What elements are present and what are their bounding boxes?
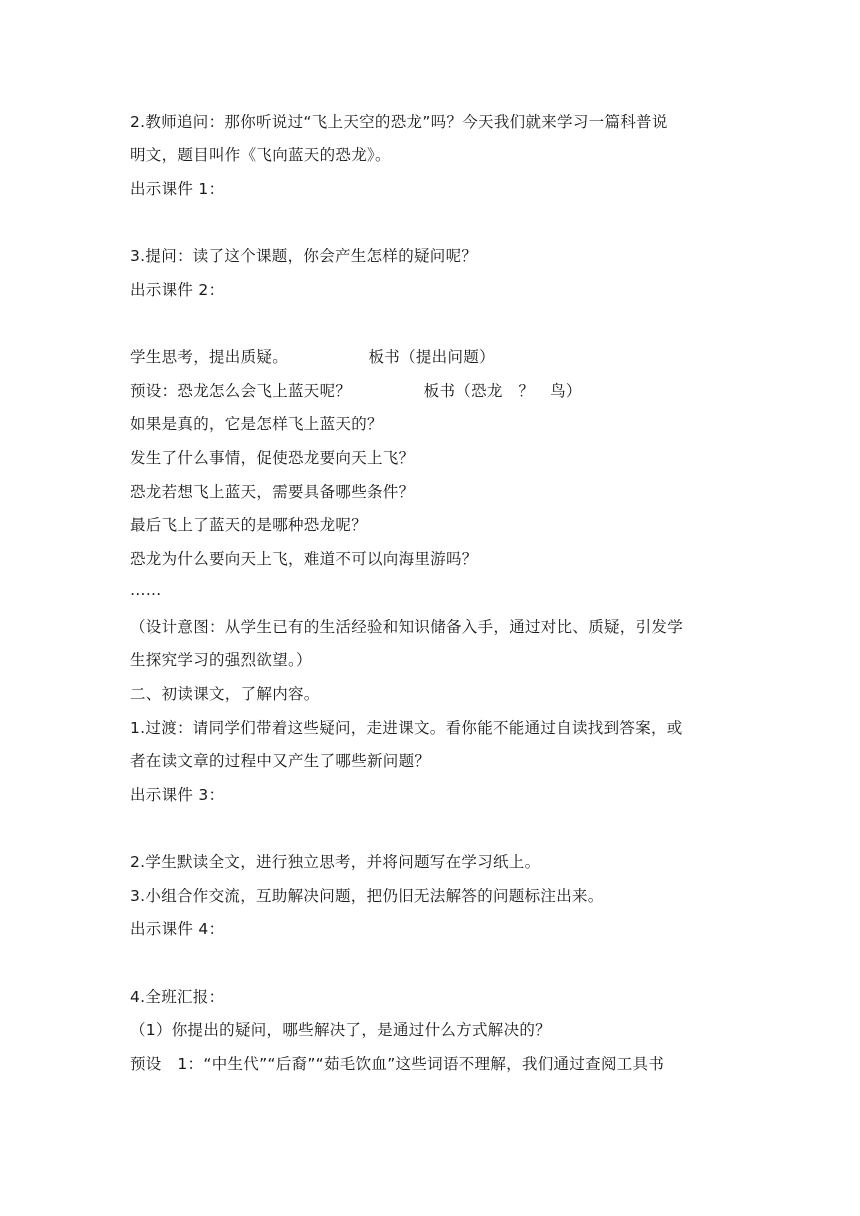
preset-line: 预设 1：“中生代”“后裔”“茹毛饮血”这些词语不理解，我们通过查阅工具书 bbox=[130, 1055, 665, 1073]
question-item: 发生了什么事情，促使恐龙要向天上飞？ bbox=[130, 449, 415, 467]
board-note: 板书（提出问题） bbox=[368, 348, 495, 366]
sub-step-line: （1）你提出的疑问，哪些解决了，是通过什么方式解决的？ bbox=[130, 1021, 551, 1039]
step-line: 2.学生默读全文，进行独立思考，并将问题写在学习纸上。 bbox=[130, 853, 541, 871]
paragraph-line: 2.教师追问：那你听说过“飞上天空的恐龙”吗？今天我们就来学习一篇科普说 bbox=[130, 113, 668, 131]
question-item: 恐龙若想飞上蓝天，需要具备哪些条件？ bbox=[130, 483, 415, 501]
question-line: 3.提问：读了这个课题，你会产生怎样的疑问呢？ bbox=[130, 247, 478, 265]
courseware-label: 出示课件 3： bbox=[130, 786, 225, 804]
preset-text: 预设：恐龙怎么会飞上蓝天呢？ bbox=[130, 382, 352, 400]
courseware-label: 出示课件 1： bbox=[130, 180, 225, 198]
section-heading: 二、初读课文，了解内容。 bbox=[130, 685, 320, 703]
preset-line bbox=[130, 381, 582, 401]
ellipsis: …… bbox=[130, 581, 162, 599]
student-think-text: 学生思考，提出质疑。 bbox=[130, 348, 289, 366]
question-item: 如果是真的，它是怎样飞上蓝天的？ bbox=[130, 415, 383, 433]
paragraph-line: 1.过渡：请同学们带着这些疑问，走进课文。看你能不能通过自读找到答案，或 bbox=[130, 719, 683, 737]
courseware-label: 出示课件 2： bbox=[130, 281, 225, 299]
step-line: 4.全班汇报： bbox=[130, 988, 225, 1006]
student-think-line bbox=[130, 347, 495, 367]
board-note: 板书（恐龙 ？ 鸟） bbox=[423, 382, 582, 400]
design-intent-line: （设计意图：从学生已有的生活经验和知识储备入手，通过对比、质疑，引发学 bbox=[130, 618, 684, 636]
paragraph-line: 明文，题目叫作《飞向蓝天的恐龙》。 bbox=[130, 146, 391, 164]
step-line: 3.小组合作交流，互助解决问题，把仍旧无法解答的问题标注出来。 bbox=[130, 887, 604, 905]
paragraph-line: 者在读文章的过程中又产生了哪些新问题？ bbox=[130, 752, 431, 770]
question-item: 最后飞上了蓝天的是哪种恐龙呢？ bbox=[130, 516, 368, 534]
courseware-label: 出示课件 4： bbox=[130, 920, 225, 938]
design-intent-line: 生探究学习的强烈欲望。） bbox=[130, 651, 312, 669]
question-item: 恐龙为什么要向天上飞，难道不可以向海里游吗？ bbox=[130, 550, 478, 568]
